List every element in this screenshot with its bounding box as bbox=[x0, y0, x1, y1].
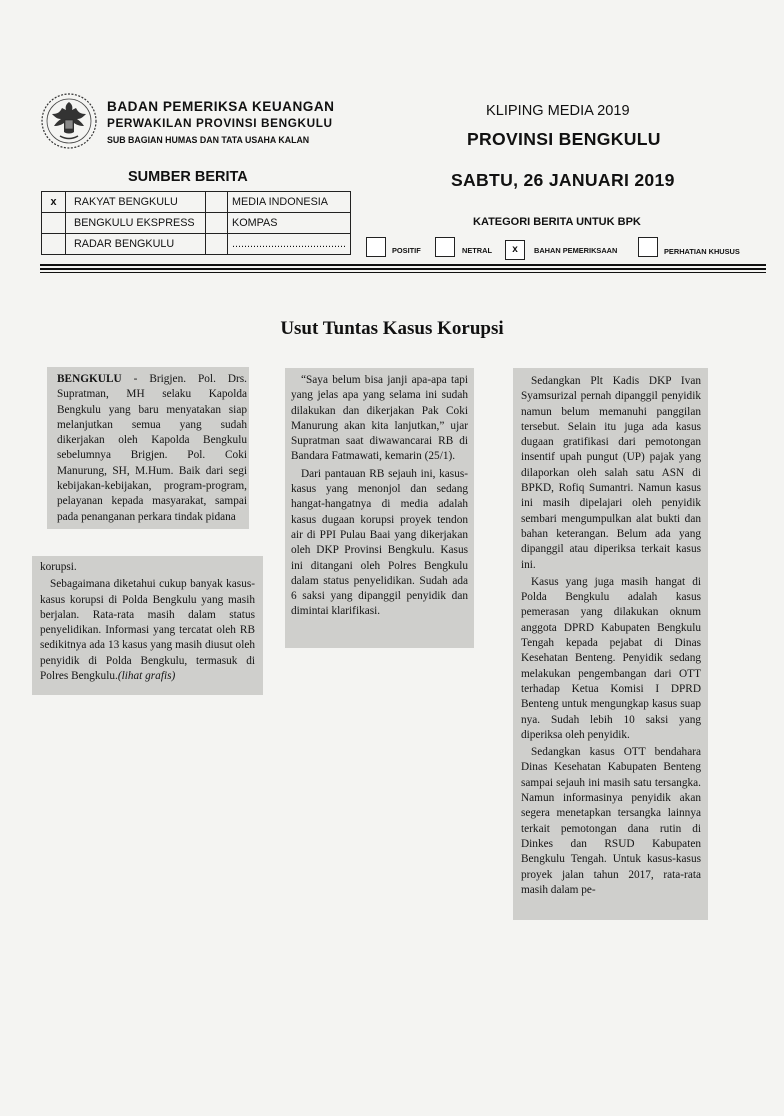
article-paragraph: BENGKULU - Brigjen. Pol. Drs. Supratman, MH selaku Kapolda Bengkulu yang baru menyatakan siap melanjutkan semua yang sudah dikerjakan oleh Kapolda Bengkulu sebelumnya Brigjen. Pol. Coki Manurung, SH, M.Hum. Baik dari segi kebijakan-kebijakan, program-program, pelayanan kepada masyarakat, sampai pada penanganan perkara tindak pidana bbox=[57, 373, 247, 523]
article-paragraph: Kasus yang juga masih hangat di Polda Bengkulu adalah kasus pemerasan yang dilakukan oknum anggota DPRD Kabupaten Bengkulu Tengah kepada pejabat di Dinas Kesehatan Benteng. Penyidik sedang melakukan pengembangan dari OTT terhadap Ketua Komisi I DPRD Benteng untuk mengungkap kasus suap nya. Sudah lebih 10 saksi yang diperiksa oleh penyidik. bbox=[521, 575, 701, 741]
source-table bbox=[41, 191, 351, 255]
publication-date: SABTU, 26 JANUARI 2019 bbox=[451, 170, 675, 190]
source-check[interactable] bbox=[206, 213, 228, 234]
org-sub: SUB BAGIAN HUMAS DAN TATA USAHA KALAN bbox=[107, 135, 310, 145]
article-paragraph: korupsi. bbox=[40, 561, 77, 573]
source-row bbox=[42, 234, 351, 255]
header-rule bbox=[40, 272, 766, 273]
source-name: RADAR BENGKULU bbox=[66, 234, 206, 255]
org-branch: PERWAKILAN PROVINSI BENGKULU bbox=[107, 116, 333, 130]
source-name: BENGKULU EKSPRESS bbox=[66, 213, 206, 234]
source-name: MEDIA INDONESIA bbox=[228, 192, 351, 213]
kategori-label-netral: NETRAL bbox=[462, 246, 492, 255]
garuda-emblem-icon bbox=[40, 92, 98, 150]
see-graphic-note: (lihat grafis) bbox=[117, 670, 176, 683]
article-paragraph: Sebagaimana diketahui cukup banyak kasus-kasus korupsi di Polda Bengkulu yang masih berjalan. Rata-rata masih dalam status penyelidikan. Informasi yang tercatat oleh RB sedikitnya ada 13 kasus yang masih diusut oleh penyidik di Polda Bengkulu, termasuk di Polres Bengkulu.(lihat grafis) bbox=[40, 578, 255, 683]
source-check[interactable] bbox=[206, 234, 228, 255]
header-rule bbox=[40, 268, 766, 270]
bpk-logo bbox=[40, 92, 98, 150]
source-name: ...................................... bbox=[228, 234, 351, 255]
org-name: BADAN PEMERIKSA KEUANGAN bbox=[107, 99, 335, 114]
source-check[interactable] bbox=[42, 234, 66, 255]
source-row bbox=[42, 213, 351, 234]
kategori-label-perhatian-khusus: PERHATIAN KHUSUS bbox=[664, 247, 740, 256]
kategori-title: KATEGORI BERITA UNTUK BPK bbox=[473, 216, 641, 228]
kategori-checkbox-perhatian-khusus[interactable] bbox=[638, 237, 658, 257]
source-name: KOMPAS bbox=[228, 213, 351, 234]
source-check[interactable]: x bbox=[42, 192, 66, 213]
sumber-berita-title: SUMBER BERITA bbox=[128, 169, 248, 185]
source-name: RAKYAT BENGKULU bbox=[66, 192, 206, 213]
kategori-checkbox-netral[interactable] bbox=[435, 237, 455, 257]
kategori-checkbox-positif[interactable] bbox=[366, 237, 386, 257]
source-check[interactable] bbox=[42, 213, 66, 234]
article-headline: Usut Tuntas Kasus Korupsi bbox=[280, 318, 504, 339]
article-column-2 bbox=[32, 556, 263, 695]
kategori-checkbox-bahan-pemeriksaan[interactable]: x bbox=[505, 240, 525, 260]
source-check[interactable] bbox=[206, 192, 228, 213]
article-paragraph: Sedangkan Plt Kadis DKP Ivan Syamsurizal pernah dipanggil penyidik namun belum memanuhi panggilan tersebut. Selain itu juga ada kasus dugaan gratifikasi dari pemotongan insentif upah pungut (UP) pajak yang dilaporkan oleh salah satu ASN di BPKD, Rofiq Sumantri. Namun kasus ini masih dipelajari oleh penyidik sembari mengumpulkan alat bukti dan bahan keterangan. Belum ada yang dipanggil atau diperiksa terkait kasus ini. bbox=[521, 375, 701, 571]
article-column-1 bbox=[47, 367, 249, 529]
header-rule bbox=[40, 264, 766, 266]
kliping-title: KLIPING MEDIA 2019 bbox=[486, 103, 630, 119]
article-dateline: BENGKULU bbox=[57, 373, 122, 385]
article-paragraph: Sedangkan kasus OTT bendahara Dinas Kesehatan Kabupaten Benteng sampai sejauh ini masih satu tersangka. Namun informasinya penyidik akan segera menetapkan tersangka lainnya terkait pemotongan dana rutin di Dinkes dan RSUD Kabupaten Bengkulu Tengah. Untuk kasus-kasus proyek jalan tahun 2017, rata-rata masih dalam pe- bbox=[521, 746, 701, 896]
article-paragraph: Dari pantauan RB sejauh ini, kasus-kasus yang menonjol dan sedang hangat-hangatnya di media adalah kasus dugaan korupsi proyek tendon air di PPI Pulau Baai yang dikerjakan oleh DKP Provinsi Bengkulu. Kasus ini ditangani oleh Polres Bengkulu dalam status penyelidikan. Sudah ada 6 saksi yang dipanggil penyidik dan dimintai klarifikasi. bbox=[291, 467, 468, 618]
article-column-3 bbox=[285, 368, 474, 648]
article-paragraph: “Saya belum bisa janji apa-apa tapi yang jelas apa yang selama ini sudah dilakukan dan dikerjakan Pak Coki Manurung akan kita lanjutkan,” ujar Supratman saat diwawancarai RB di Bandara Fatmawati, kemarin (25/1). bbox=[291, 374, 468, 463]
kategori-label-bahan-pemeriksaan: BAHAN PEMERIKSAAN bbox=[534, 246, 618, 255]
kategori-label-positif: POSITIF bbox=[392, 246, 421, 255]
provinsi-title: PROVINSI BENGKULU bbox=[467, 129, 661, 149]
article-column-4 bbox=[513, 368, 708, 920]
source-row bbox=[42, 192, 351, 213]
